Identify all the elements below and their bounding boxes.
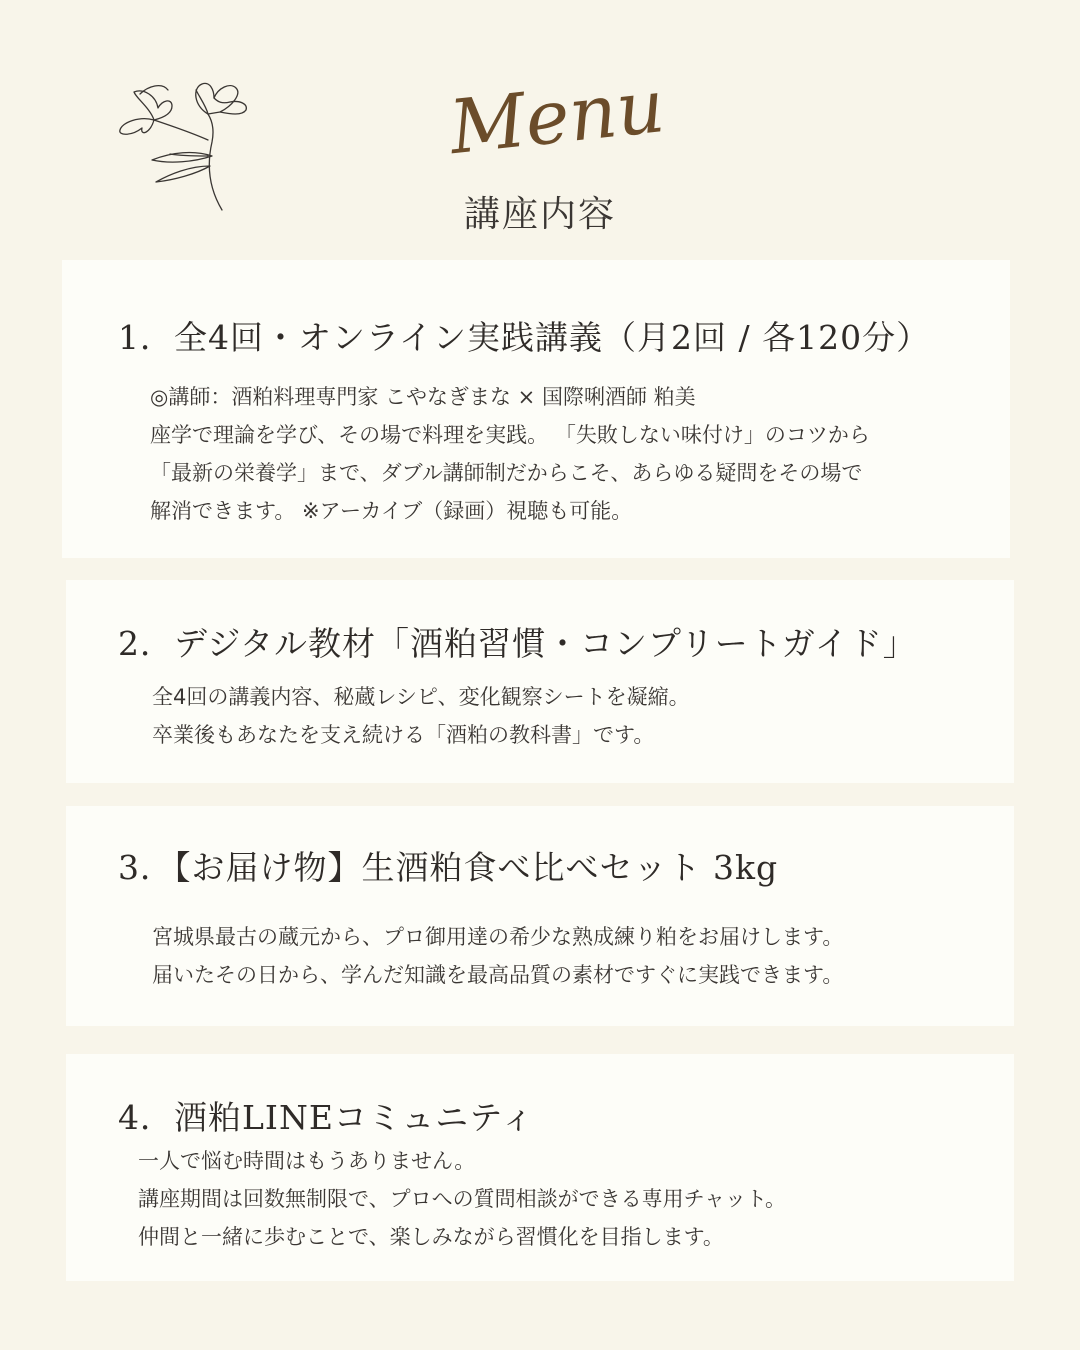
card-line: 座学で理論を学び、その場で料理を実践。 「失敗しない味付け」のコツから: [150, 423, 870, 447]
menu-card-3: [66, 806, 1014, 1026]
card-line: 卒業後もあなたを支え続ける「酒粕の教科書」です。: [152, 723, 655, 747]
card-line: 仲間と一緒に歩むことで、楽しみながら習慣化を目指します。: [138, 1225, 724, 1249]
menu-script-title: [440, 52, 669, 182]
card-line: 「最新の栄養学」まで、ダブル講師制だからこそ、あらゆる疑問をその場で: [150, 461, 863, 485]
card-body: [152, 918, 843, 994]
menu-card-2: [66, 580, 1014, 783]
card-line: ◎講師：酒粕料理専門家 こやなぎまな × 国際唎酒師 粕美: [150, 385, 696, 409]
card-title: 3．【お届け物】生酒粕食べ比べセット 3kg: [118, 848, 779, 887]
card-title: 1．全4回・オンライン実践講義（月2回 / 各120分）: [118, 318, 931, 357]
card-line: 宮城県最古の蔵元から、プロ御用達の希少な熟成練り粕をお届けします。: [152, 925, 844, 949]
card-line: 一人で悩む時間はもうありません。: [138, 1149, 476, 1173]
card-body: [138, 1142, 786, 1256]
menu-card-1: [62, 260, 1010, 558]
card-line: 解消できます。 ※アーカイブ（録画）視聴も可能。: [150, 499, 633, 523]
page-subtitle: 講座内容: [463, 194, 616, 235]
card-line: 講座期間は回数無制限で、プロへの質問相談ができる専用チャット。: [138, 1187, 787, 1211]
card-body: [152, 678, 690, 754]
card-title: 2．デジタル教材「酒粕習慣・コンプリートガイド」: [118, 624, 917, 663]
svg-text:Menu: Menu: [445, 63, 669, 172]
menu-card-4: [66, 1054, 1014, 1281]
card-line: 全4回の講義内容、秘蔵レシピ、変化観察シートを凝縮。: [152, 685, 690, 709]
card-line: 届いたその日から、学んだ知識を最高品質の素材ですぐに実践できます。: [152, 963, 844, 987]
card-title: 4．酒粕LINEコミュニティ: [118, 1098, 535, 1137]
card-body: [150, 378, 870, 530]
